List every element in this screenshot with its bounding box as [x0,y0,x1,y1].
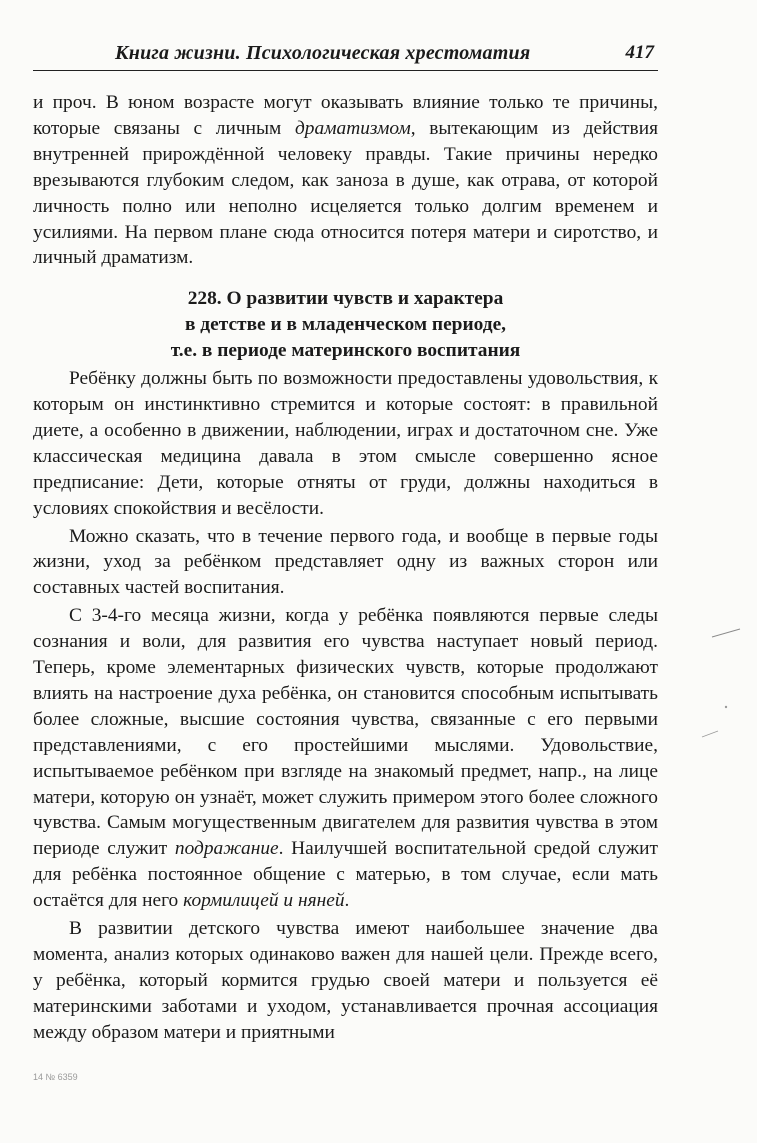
paragraph-two-moments: В развитии детского чувства имеют наибольшее значение два момента, анализ которых одинаково важен для нашей цели. Прежде всего, у ребёнка, который кормится грудью своей матери и пользуется её материнскими заботами и уходом, устанавливается прочная ассоциация между образом матери и приятными [33,918,658,1043]
paragraph-text: С 3-4-го месяца жизни, когда у ребёнка появляются первые следы сознания и воли, для развития его чувства наступает новый период. Теперь, кроме элементарных физических чувств, которые продолжают влиять на настроение духа ребёнка, он становится способным испытывать более сложные, высшие состояния чувства, связанные с его первыми представлениями, с его простейшими мыслями. Удовольствие, испытываемое ребёнком при взгляде на знакомый предмет, напр., на лице матери, которую он узнаёт, может служить примером этого более сложного чувства. Самым могущественным двигателем для развития чувства в этом периоде служит [33,605,658,860]
section-heading-line: т.е. в периоде материнского воспитания [170,340,521,362]
section-heading-line: 228. О развитии чувств и характера [187,288,504,310]
scan-mark [700,625,750,745]
section-heading-line: в детстве и в младенческом периоде, [184,314,507,336]
page-body [33,90,658,1046]
page-number: 417 [625,42,654,63]
print-code: 14 № 6359 [33,1072,78,1082]
paragraph-first-year-care: Можно сказать, что в течение первого года, и вообще в первые годы жизни, уход за ребёнком представляет одну из важных сторон или составных частей воспитания. [33,525,658,599]
emphasis-text: кормилицей и няней [183,890,345,912]
paragraph-text: и проч. В юном возрасте могут оказывать влияние только те причины, которые связаны с личным [33,92,658,139]
paragraph-new-period [33,603,658,914]
paragraph-child-pleasures: Ребёнку должны быть по возможности предоставлены удовольствия, к которым он инстинктивно стремится и которые состоят: в правильной диете, а особенно в движении, наблюдении, играх и достаточном сне. Уже классическая медицина давала в этом смысле совершенно ясное предписание: Дети, которые отняты от груди, должны находиться в условиях спокойствия и весёлости. [33,368,658,519]
paragraph-continuation [33,90,658,271]
emphasis-text: подражание [174,838,279,860]
paragraph-text: , вытекающим из действия внутренней прирождённой человеку правды. Такие причины нередко врезываются глубоким следом, как заноза в душе, как отрава, от которой личность полно или неполно исцеляется только долгим временем и усилиями. На первом плане сюда относится потеря матери и сиротство, и личный драматизм. [33,117,658,269]
section-heading [33,286,658,364]
running-title: Книга жизни. Психологическая хрестоматия [115,42,531,64]
emphasis-text: драматизмом [294,117,411,139]
paragraph-text: . [344,890,350,912]
running-header [33,40,658,71]
paragraph-text: . Наилучшей воспитательной средой служит для ребёнка постоянное общение с матерью, в том случае, если мать остаётся для него [33,838,658,912]
